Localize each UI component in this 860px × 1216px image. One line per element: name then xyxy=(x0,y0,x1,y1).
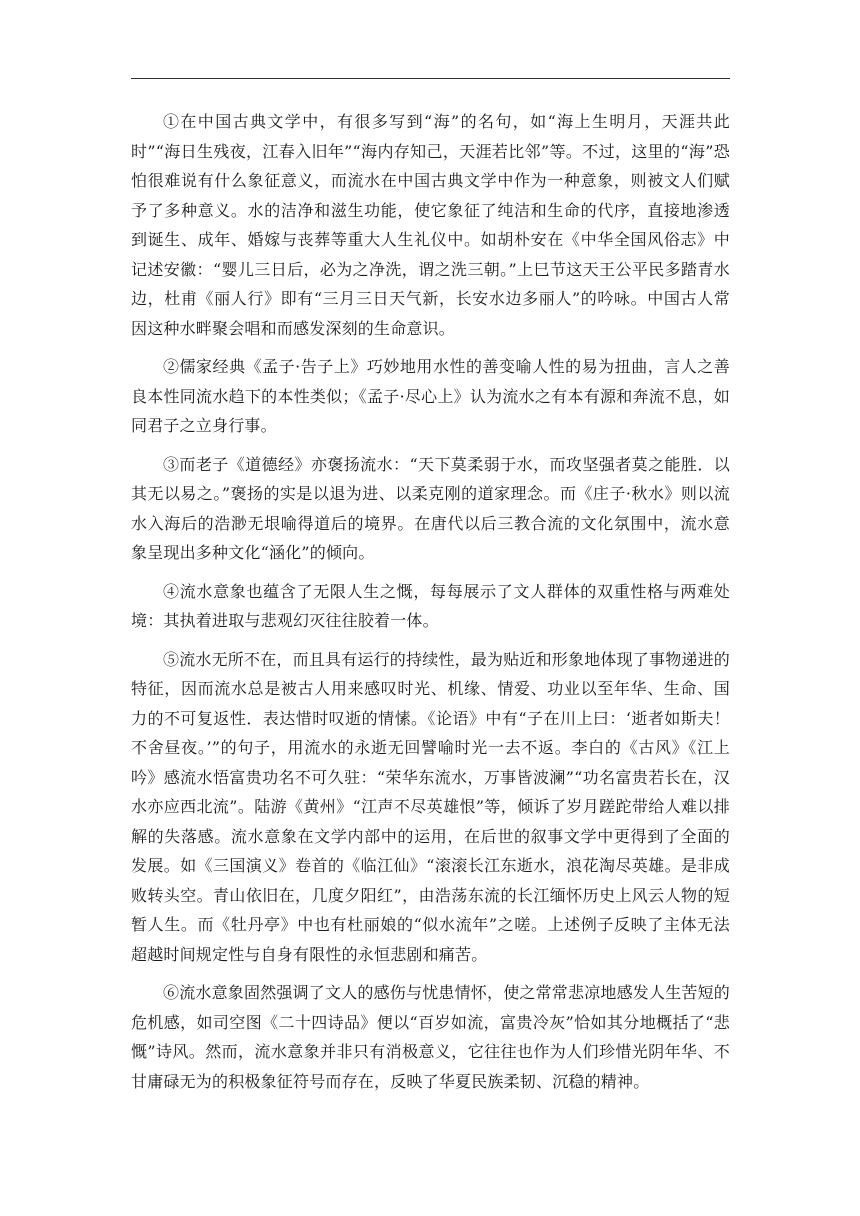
paragraph-3: ③而老子《道德经》亦褒扬流水：“天下莫柔弱于水，而攻坚强者莫之能胜．以其无以易之。”褒扬的实是以退为进、以柔克刚的道家理念。而《庄子·秋水》则以流水入海后的浩渺无垠喻得道后的境界。在唐代以后三教合流的文化氛围中，流水意象呈现出多种文化“涵化”的倾向。 xyxy=(131,454,730,562)
paragraph-2: ②儒家经典《孟子·告子上》巧妙地用水性的善变喻人性的易为扭曲，言人之善良本性同流水趋下的本性类似；《孟子·尽心上》认为流水之有本有源和奔流不息，如同君子之立身行事。 xyxy=(131,357,730,435)
paragraph-6: ⑥流水意象固然强调了文人的感伤与忧患情怀，使之常常悲凉地感发人生苦短的危机感，如司空图《二十四诗品》便以“百岁如流，富贵冷灰”恰如其分地概括了“悲慨”诗风。然而，流水意象并非只有消极意义，它往往也作为人们珍惜光阴年华、不甘庸碌无为的积极象征符号而存在，反映了华夏民族柔韧、沉稳的精神。 xyxy=(131,983,731,1091)
paragraph-5: ⑤流水无所不在，而且具有运行的持续性，最为贴近和形象地体现了事物递进的特征，因而流水总是被古人用来感叹时光、机缘、情爱、功业以至年华、生命、国力的不可复返性．表达惜时叹逝的情愫。《论语》中有“子在川上曰：‘逝者如斯夫！不舍昼夜。’”的句子，用流水的永逝无回譬喻时光一去不返。李白的《古风》《江上吟》感流水悟富贵功名不可久驻：“荣华东流水，万事皆波澜”“功名富贵若长在，汉水亦应西北流”。陆游《黄州》“江声不尽英雄恨”等，倾诉了岁月蹉跎带给人难以排解的失落感。流水意象在文学内部中的运用，在后世的叙事文学中更得到了全面的发展。如《三国演义》卷首的《临江仙》“滚滚长江东逝水，浪花淘尽英雄。是非成败转头空。青山依旧在，几度夕阳红”，由浩荡东流的长江缅怀历史上风云人物的短暂人生。而《牡丹亭》中也有杜丽娘的“似水流年”之嗟。上述例子反映了主体无法超越时间规定性与自身有限性的永恒悲剧和痛苦。 xyxy=(131,649,731,964)
article-body xyxy=(131,107,730,1105)
paragraph-4: ④流水意象也蕴含了无限人生之慨，每每展示了文人群体的双重性格与两难处境：其执着进取与悲观幻灭往往胶着一体。 xyxy=(131,581,730,630)
header-rule xyxy=(131,78,730,79)
paragraph-1: ①在中国古典文学中，有很多写到“海”的名句，如“海上生明月，天涯共此时”“海日生残夜，江春入旧年”“海内存知己，天涯若比邻”等。不过，这里的“海”恐怕很难说有什么象征意义，而流水在中国古典文学中作为一种意象，则被文人们赋予了多种意义。水的洁净和滋生功能，使它象征了纯洁和生命的代序，直接地渗透到诞生、成年、婚嫁与丧葬等重大人生礼仪中。如胡朴安在《中华全国风俗志》中记述安徽：“婴儿三日后，必为之净洗，谓之洗三朝。”上巳节这天王公平民多踏青水边，杜甫《丽人行》即有“三月三日天气新，长安水边多丽人”的吟咏。中国古人常因这种水畔聚会唱和而感发深刻的生命意识。 xyxy=(131,112,730,338)
